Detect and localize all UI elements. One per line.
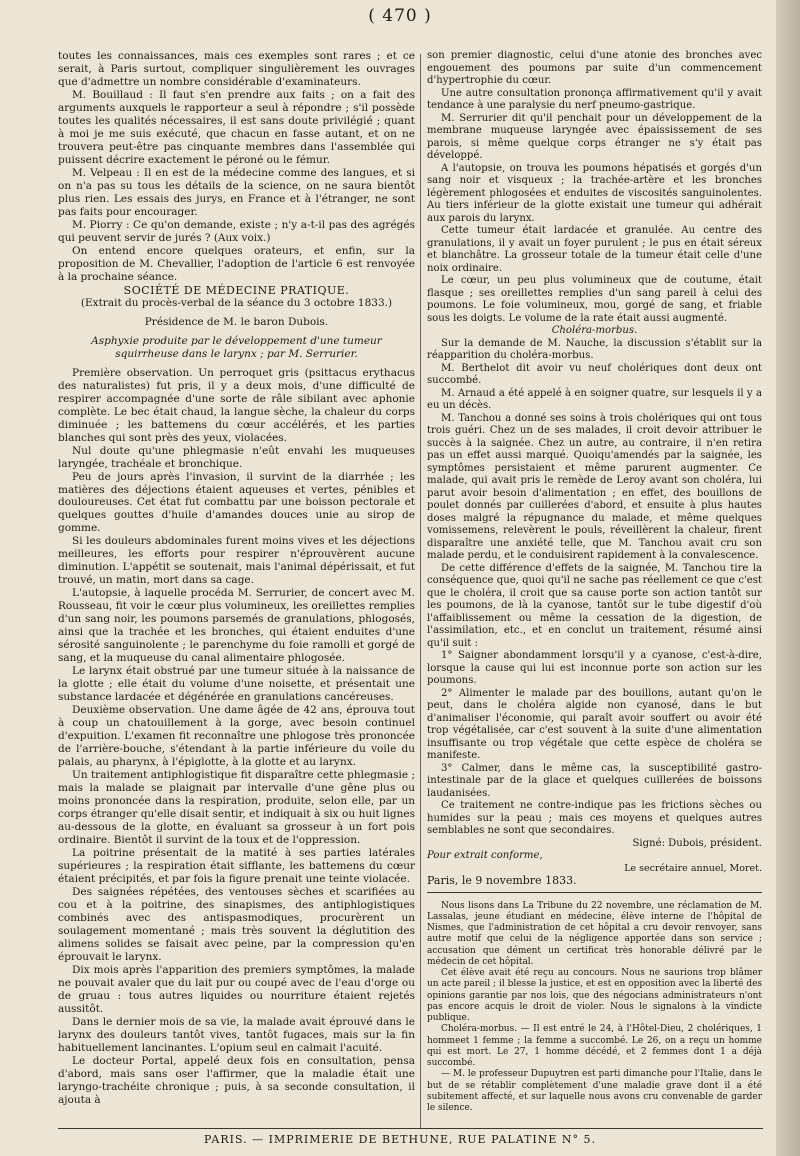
news-section	[427, 901, 762, 1115]
body-paragraph: Dix mois après l'apparition des premiers symptômes, la malade ne pouvait avaler que du lait pur ou coupé avec de l'eau d'orge ou de gruau : tous autres liquides ou nourriture étaient rejetés aussitôt.	[58, 963, 415, 1015]
body-paragraph: Cette tumeur était lardacée et granulée. Au centre des granulations, il y avait un foyer purulent ; le pus en était séreux et blanchâtre. La grosseur totale de la tumeur était celle d'une noix ordinaire.	[427, 225, 762, 274]
body-paragraph: Première observation. Un perroquet gris (psittacus erythacus des naturalistes) fut pris, il y a deux mois, d'une difficulté de respirer accompagnée d'une sorte de râle sibilant avec aphonie complète. Le bec était chaud, la langue sèche, la chaleur du corps diminuée ; les battemens du cœur accélérés, et les parties blanches qui sont près des yeux, violacées.	[58, 366, 415, 444]
extract-conform: Pour extrait conforme,	[427, 850, 543, 861]
body-paragraph: Le cœur, un peu plus volumineux que de coutume, était flasque ; ses oreillettes remplies d'un sang pareil à celui des poumons. Le foie volumineux, mou, gorgé de sang, et friable sous les doigts. Le volume de la rate était aussi augmenté.	[427, 275, 762, 324]
presidency-line: Présidence de M. le baron Dubois.	[144, 315, 329, 328]
intro-paragraph: M. Bouillaud : Il faut s'en prendre aux faits ; on a fait des arguments auxquels le rapporteur a seul à répondre ; s'il possède toutes les qualités nécessaires, il est sans doute privilégié ; quant à moi je me suis exécuté, que chacun en fasse autant, et on ne trouvera peut-être pas cinquante membres dans l'assemblée qui puissent décrire exactement le péroné ou le fémur.	[58, 88, 415, 166]
cholera-paragraph: De cette différence d'effets de la saignée, M. Tanchou tire la conséquence que, quoi qu'il ne sache pas réellement ce que c'est que le choléra, il croit que sa cause porte son action tantôt sur les poumons, de là la cyanose, tantôt sur le tube digestif d'où l'affaiblissement ou même la cessation de la digestion, de l'assimilation, etc., et en conclut un traitement, résumé ainsi qu'il suit :	[427, 562, 762, 649]
cholera-paragraph: M. Arnaud a été appelé à en soigner quatre, sur lesquels il y a eu un décès.	[427, 387, 762, 411]
intro-paragraph: On entend encore quelques orateurs, et enfin, sur la proposition de M. Chevallier, l'adoption de l'article 6 est renvoyée à la prochaine séance.	[58, 244, 415, 283]
body-paragraph: Une autre consultation prononça affirmativement qu'il y avait tendance à une paralysie du nerf pneumo-gastrique.	[427, 87, 762, 111]
intro-paragraph: M. Velpeau : Il en est de la médecine comme des langues, et si on n'a pas su tous les détails de la science, on ne saura bientôt plus rien. Les essais des jurys, en France et à l'étranger, ne sont pas faits pour encourager.	[58, 166, 415, 218]
left-column	[58, 50, 415, 1107]
body-paragraph: Nul doute qu'une phlegmasie n'eût envahi les muqueuses laryngée, trachéale et bronchique.	[58, 444, 415, 470]
cholera-paragraph: 1° Saigner abondamment lorsqu'il y a cyanose, c'est-à-dire, lorsque la cause qui lui est inconnue porte son action sur les poumons.	[427, 650, 762, 686]
body-paragraph: M. Serrurier dit qu'il penchait pour un développement de la membrane muqueuse laryngée avec épaississement de ses parois, si même quelque corps étranger ne s'y était pas développé.	[427, 112, 762, 161]
cholera-paragraph: 3° Calmer, dans le même cas, la susceptibilité gastro-intestinale par de la glace et quelques cuillerées de boissons laudanisées.	[427, 762, 762, 799]
cholera-paragraph: M. Berthelot dit avoir vu neuf cholériques dont deux ont succombé.	[427, 362, 762, 386]
cholera-paragraph: M. Tanchou a donné ses soins à trois cholériques qui ont tous trois guéri. Chez un de ses malades, il croit devoir attribuer le succès à la saignée. Chez un autre, au contraire, il n'en retira pas un effet aussi marqué. Quoiqu'amendés par la saignée, les symptômes persistaient et même parurent augmenter. Ce malade, qui avait pris le remède de Leroy avant son choléra, lui parut avoir besoin d'alimentation ; en effet, des bouillons de poulet donnés par cuillerées d'abord, et ensuite à plus hautes doses malgré la répugnance du malade, et même quelques vomissemens, relevèrent le pouls, réveillèrent la chaleur, firent disparaître une anxiété telle, que M. Tanchou avait cru son malade perdu, et le conduisirent rapidement à la convalescence.	[427, 412, 762, 561]
extract-note: (Extrait du procès-verbal de la séance du 3 octobre 1833.)	[80, 296, 393, 309]
intro-section	[58, 50, 415, 284]
secretary-line: Le secrétaire annuel, Moret.	[624, 862, 762, 874]
intro-paragraph: M. Piorry : Ce qu'on demande, existe ; n'y a-t-il pas des agrégés qui peuvent servir de jurés ? (Aux voix.)	[58, 218, 415, 244]
date-line: Paris, le 9 novembre 1833.	[427, 874, 577, 887]
body-paragraph: Le larynx était obstrué par une tumeur située à la naissance de la glotte ; elle était du volume d'une noisette, et présentait une substance lardacée et dégénérée en granulations cancéreuses.	[58, 665, 415, 704]
body-paragraph: L'autopsie, à laquelle procéda M. Serrurier, de concert avec M. Rousseau, fit voir le cœur plus volumineux, les oreillettes remplies d'un sang noir, les poumons parsemés de granulations, phlogosés, ainsi que la trachée et les bronches, qui étaient enduites d'une sérosité sanguinolente ; le parenchyme du foie ramolli et gorgé de sang, et la muqueuse du canal alimentaire phlogosée.	[58, 587, 415, 665]
section-divider	[427, 892, 762, 893]
column-divider	[420, 54, 421, 1129]
body-paragraph: Le docteur Portal, appelé deux fois en consultation, pensa d'abord, mais sans oser l'affirmer, que la maladie était une laryngo-trachéite chronique ; puis, à sa seconde consultation, il ajouta à	[58, 1054, 415, 1106]
body-paragraph: Un traitement antiphlogistique fit disparaître cette phlegmasie ; mais la malade se plaignait par intervalle d'une gêne plus ou moins prononcée dans la respiration, produite, selon elle, par un corps étranger qu'elle disait sentir, et indiquait à six ou huit lignes au-dessous de la glotte, en évaluant sa grosseur à un fort pois ordinaire. Bientôt il survint de la toux et de l'oppression.	[58, 769, 415, 847]
news-paragraph: Choléra-morbus. — Il est entré le 24, à l'Hôtel-Dieu, 2 cholériques, 1 hommeet 1 femme ; la femme a succombé. Le 26, on a reçu un homme qui est mort. Le 27, 1 homme décédé, et 2 femmes dont 1 a déjà succombé.	[427, 1024, 762, 1068]
body-paragraph: Peu de jours après l'invasion, il survint de la diarrhée ; les matières des déjections étaient aqueuses et vertes, pénibles et douloureuses. Cet état fut combattu par une boisson pectorale et quelques gouttes d'huile d'amandes douces unie au sirop de gomme.	[58, 470, 415, 535]
body-paragraph: Dans le dernier mois de sa vie, la malade avait éprouvé dans le larynx des douleurs tantôt vives, tantôt fugaces, mais sur la fin habituellement lancinantes. L'opium seul en calmait l'acuité.	[58, 1015, 415, 1054]
cholera-paragraph: 2° Alimenter le malade par des bouillons, autant qu'on le peut, dans le choléra algide non cyanosé, dans le but d'animaliser l'économie, qui paraît avoir souffert ou avoir été trop végétalisée, car c'est souvent à la suite d'une alimentation insuffisante ou trop végétale que cette espèce de choléra se manifeste.	[427, 687, 762, 761]
body-paragraph: Des saignées répétées, des ventouses sèches et scarifiées au cou et à la poitrine, des sinapismes, des antiphlogistiques combinés avec des antispasmodiques, procurèrent un soulagement momentané ; mais très souvent la déglutition des alimens solides se faisait avec peine, par la compression qu'en éprouvait le larynx.	[58, 886, 415, 963]
right-column	[427, 50, 762, 1114]
body-paragraph: Si les douleurs abdominales furent moins vives et les déjections meilleures, les efforts pour respirer n'éprouvèrent aucune diminution. L'appétit se soutenait, mais l'animal dépérissait, et fut trouvé, un matin, mort dans sa cage.	[58, 535, 415, 587]
society-heading: SOCIÉTÉ DE MÉDECINE PRATIQUE.	[123, 283, 350, 297]
body-paragraph: son premier diagnostic, celui d'une atonie des bronches avec engouement des poumons par suite d'un commencement d'hypertrophie du cœur.	[427, 50, 762, 86]
printer-footer: PARIS. — IMPRIMERIE DE BETHUNE, RUE PALATINE N° 5.	[204, 1133, 596, 1146]
news-paragraph: Cet élève avait été reçu au concours. Nous ne saurions trop blâmer un acte pareil ; il blesse la justice, et est en opposition avec la liberté des opinions garantie par nos lois, que des négocians administrateurs n'ont pas encore acquis le droit de violer. Nous le signalons à la vindicte publique.	[427, 968, 762, 1023]
body-paragraph: A l'autopsie, on trouva les poumons hépatisés et gorgés d'un sang noir et visqueux ; la trachée-artère et les bronches légèrement phlogosées et enduites de viscosités sanguinolentes. Au tiers inférieur de la glotte existait une tumeur qui adhérait aux parois du larynx.	[427, 162, 762, 224]
cholera-paragraph: Sur la demande de M. Nauche, la discussion s'établit sur la réapparition du choléra-morbus.	[427, 337, 762, 361]
news-paragraph: — M. le professeur Dupuytren est parti dimanche pour l'Italie, dans le but de se rétablir complètement d'une maladie grave dont il a été subitement affecté, et sur laquelle nous avons cru convenable de garder le silence.	[427, 1069, 762, 1113]
intro-paragraph: toutes les connaissances, mais ces exemples sont rares ; et ce serait, à Paris surtout, compliquer singulièrement les ouvrages que d'admettre un nombre considérable d'examinateurs.	[58, 50, 415, 88]
cholera-paragraph: Ce traitement ne contre-indique pas les frictions sèches ou humides sur la peau ; mais ces moyens et quelques autres semblables ne sont que secondaires.	[427, 800, 762, 836]
signature: Signé: Dubois, président.	[632, 837, 762, 849]
cholera-heading: Choléra-morbus.	[551, 325, 638, 336]
page-number: ( 470 )	[368, 6, 432, 26]
article-title: Asphyxie produite par le développement d'une tumeur squirrheuse dans le larynx ; par M. Serrurier.	[91, 334, 382, 360]
body-paragraph: Deuxième observation. Une dame âgée de 42 ans, éprouva tout à coup un chatouillement à la gorge, avec besoin continuel d'expuition. L'examen fit reconnaître une phlogose très prononcée de l'arrière-bouche, s'étendant à la partie inférieure du voile du palais, au pharynx, à l'épiglotte, à la glotte et au larynx.	[58, 704, 415, 769]
page-edge	[776, 0, 800, 1156]
news-paragraph: Nous lisons dans La Tribune du 22 novembre, une réclamation de M. Lassalas, jeune étudiant en médecine, élève interne de l'hôpital de Nismes, que l'administration de cet hôpital a cru devoir renvoyer, sans autre motif que celui de la négligence apportée dans son service ; accusation que dément un certificat très honorable délivré par le médecin de cet hôpital.	[427, 900, 762, 967]
body-paragraph: La poitrine présentait de la matité à ses parties latérales supérieures ; la respiration était sifflante, les battemens du cœur étaient précipités, et par fois la figure prenait une teinte violacée.	[58, 847, 415, 886]
footer-rule	[58, 1128, 763, 1129]
